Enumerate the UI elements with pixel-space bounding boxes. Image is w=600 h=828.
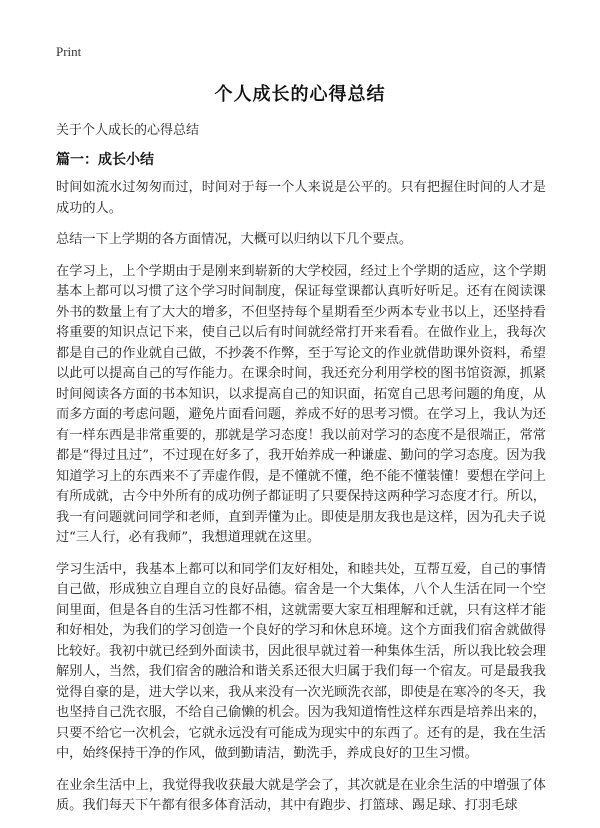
paragraph: 时间如流水过匆匆而过，时间对于每一个人来说是公平的。只有把握住时间的人才是成功的人。 [56,180,546,216]
page-title: 个人成长的心得总结 [214,84,386,105]
paragraph: 学习生活中，我基本上都可以和同学们友好相处，和睦共处，互帮互爱，自己的事情自己做，形成独立自理自立的良好品德。宿舍是一个大集体，八个人生活在同一个空间里面，但是各自的生活习性都不相，这就需要大家互相理解和迁就，只有这样才能和好相处，为我们的学习创造一个良好的学习和休息环境。这个方面我们宿舍就做得比较好。我初中就已经到外面读书，因此很早就过着一种集体生活，所以我比较会理解别人，当然，我们宿舍的融洽和谐关系还很大归属于我们每一个宿友。可是最我我觉得自豪的是，进大学以来，我从来没有一次光顾洗衣部，即使是在寒冷的冬天，我也坚持自己洗衣服，不给自己偷懒的机会。因为我知道惰性这样东西是培养出来的，只要不给它一次机会，它就永远没有可能成为现实中的东西了。还有的是，我在生活中，始终保持干净的作风，做到勤请洁，勤洗手，养成良好的卫生习惯。 [56,561,546,761]
paragraph: 总结一下上学期的各方面情况，大概可以归纳以下几个要点。 [56,232,413,247]
document-body [56,178,546,828]
document-subtitle: 关于个人成长的心得总结 [56,123,200,138]
paragraph: 在业余生活中上，我觉得我收获最大就是学会了，其次就是在业余生活的中增强了体质。我们每天下午都有很多体育活动，其中有跑步、打篮球、踢足球、打羽毛球 [56,777,546,813]
print-link[interactable]: Print [56,44,82,59]
section-heading: 篇一：成长小结 [56,152,154,168]
paragraph: 在学习上，上个学期由于是刚来到崭新的大学校园，经过上个学期的适应，这个学期基本上都可以习惯了这个学习时间制度，保证每堂课都认真听好听足。还有在阅读课外书的数量上有了大大的增多，不但坚持每个星期看至少两本专业书以上，还坚持看 将重要的知识点记下来，使自己以后有时间就经常打开来看看。在做作业上，我每次都是自己的作业就自己做，不抄袭不作弊，至于写论文的作业就借助课外资料，希望以此可以提高自己的写作能力。在课余时间，我还充分利用学校的图书馆资源，抓紧时间阅读各方面的书本知识，以求提高自己的知识面，拓宽自己思考问题的角度，从而多方面的考虑问题，避免片面看问题，养成不好的思考习惯。在学习上，我认为还有一样东西是非常重要的，那就是学习态度！我以前对学习的态度不是很端正，常常都是“得过且过”，不过现在好多了，我开始养成一种谦虚、勤问的学习态度。因为我知道学习上的东西来不了弄虚作假，是不懂就不懂，绝不能不懂装懂！要想在学问上有所成就，古今中外所有的成功例子都证明了只要保持这两种学习态度才行。所以，我一有问题就问同学和老师，直到弄懂为止。即使是朋友我也是这样，因为孔夫子说过“三人行，必有我师”，我想道理就在这里。 [56,263,546,545]
